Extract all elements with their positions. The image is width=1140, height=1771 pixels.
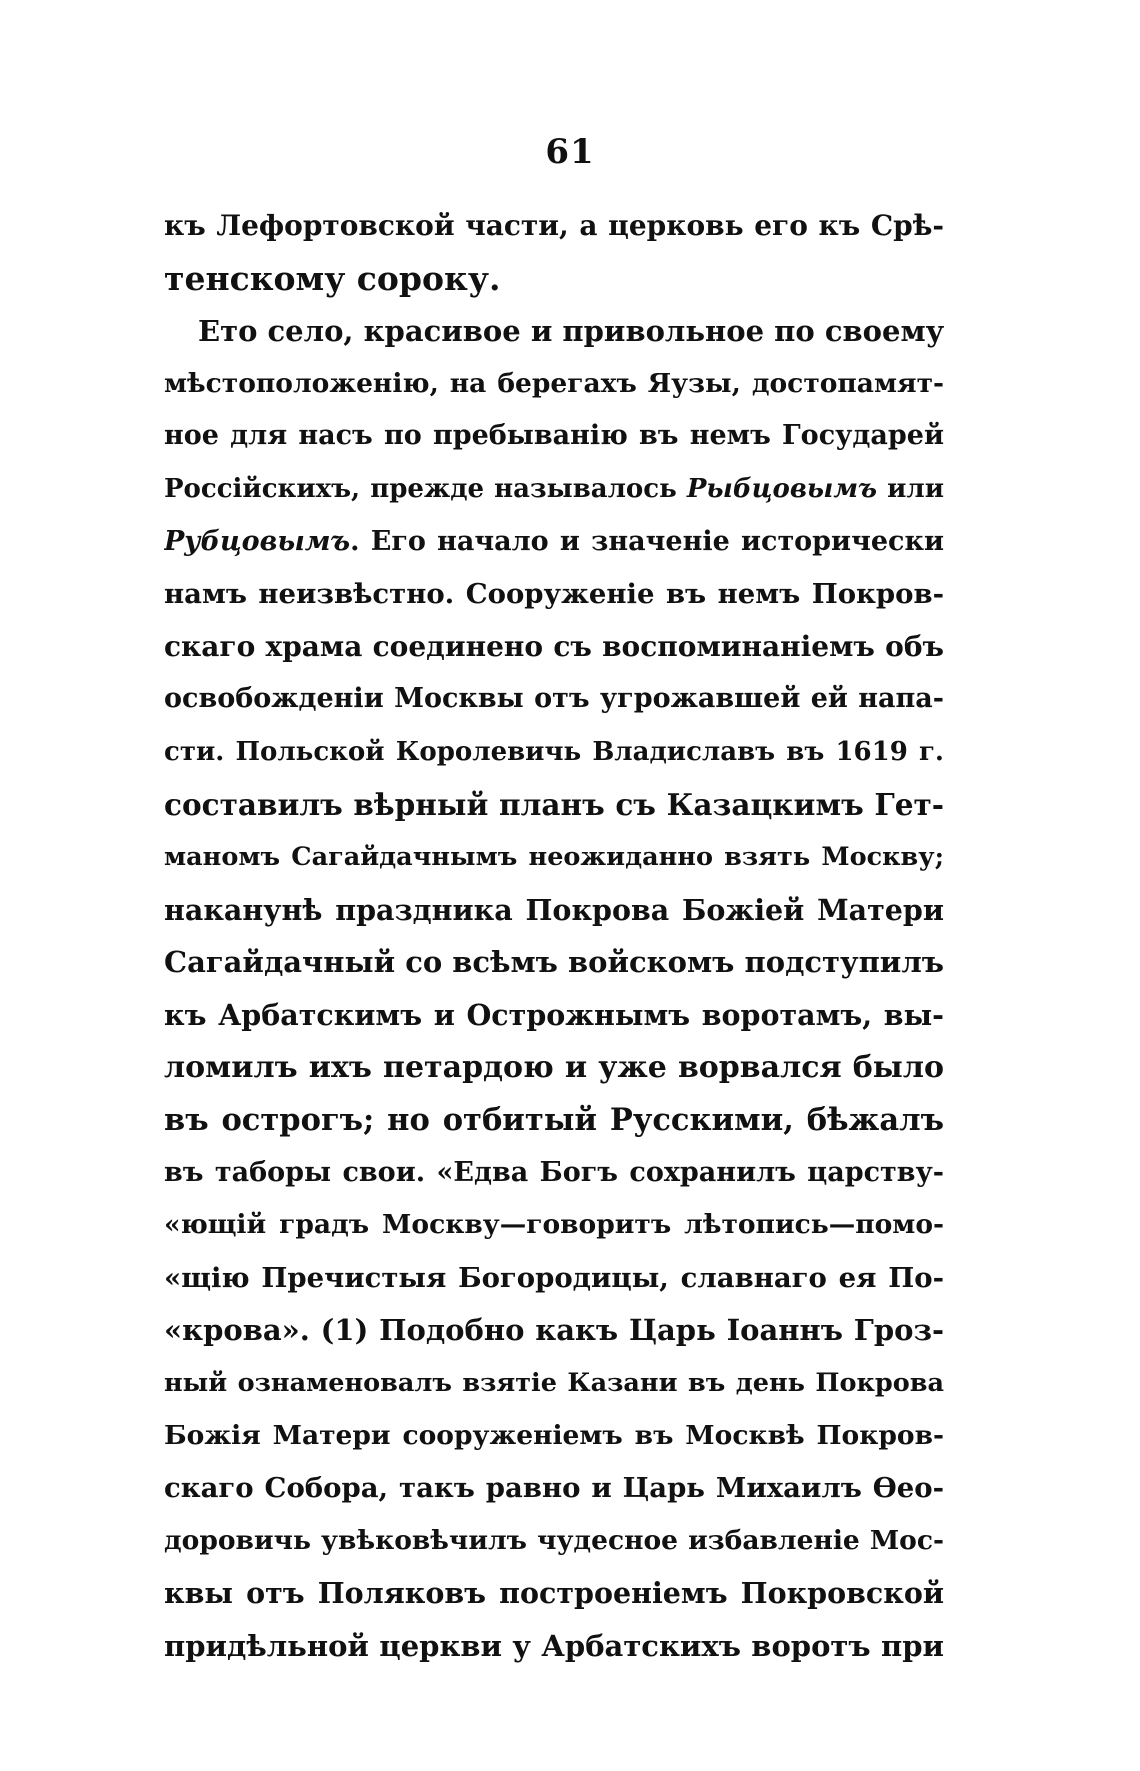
text-line: [164, 831, 944, 884]
text-segment: освобожденiи Москвы отъ угрожавшей ей напа-: [164, 683, 944, 715]
text-line: [164, 568, 944, 621]
text-segment: къ Лефортовской части, а церковь его къ Срѣ-: [164, 209, 944, 242]
text-segment: ный ознаменовалъ взятiе Казани въ день Покрова: [164, 1368, 944, 1399]
text-line: [164, 989, 944, 1042]
text-line: [164, 1252, 944, 1305]
text-line: [164, 1042, 944, 1095]
text-segment: доровичь увѣковѣчилъ чудесное избавленiе Мос-: [164, 1524, 944, 1556]
text-line: [164, 1410, 944, 1463]
text-segment: Сагайдачный со всѣмъ войскомъ подступилъ: [164, 945, 944, 980]
page-number: 61: [545, 132, 595, 172]
text-segment: «щiю Пречистыя Богородицы, славнаго ея По-: [164, 1261, 944, 1294]
text-segment: сти. Польской Королевичь Владиславъ въ 1619 г.: [164, 736, 944, 767]
text-segment: наканунѣ праздника Покрова Божiей Матери: [164, 892, 944, 927]
text-line: [164, 1620, 944, 1673]
text-segment: тенскому сороку.: [164, 258, 501, 298]
text-segment: ломилъ ихъ петардою и уже ворвался было: [164, 1049, 944, 1085]
text-segment: Россiйскихъ, прежде называлось: [164, 473, 687, 504]
text-segment: ное для насъ по пребыванiю въ немъ Государей: [164, 420, 944, 452]
text-line: [164, 200, 944, 253]
text-line: [164, 1515, 944, 1568]
text-segment: или: [877, 473, 944, 504]
text-segment: . Его начало и значенiе исторически: [350, 525, 944, 557]
text-segment: Ето село, красивое и привольное по своему: [198, 314, 944, 349]
text-line: [164, 1462, 944, 1515]
text-segment: намъ неизвѣстно. Сооруженiе въ немъ Покров-: [164, 578, 944, 611]
text-segment: квы отъ Поляковъ построенiемъ Покровской: [164, 1576, 944, 1611]
text-segment: «ющiй градъ Москву—говоритъ лѣтопись—помо-: [164, 1209, 944, 1241]
text-line: [164, 726, 944, 779]
text-segment: составилъ вѣрный планъ съ Казацкимъ Гет-: [164, 786, 944, 822]
text-line: [164, 779, 944, 832]
italic-text: Рубцовымъ: [164, 525, 351, 557]
text-line: [164, 358, 944, 411]
text-line: [164, 410, 944, 463]
text-line: [164, 1199, 944, 1252]
text-segment: «крова». (1) Подобно какъ Царь Iоаннъ Гроз-: [164, 1313, 944, 1348]
text-line: [164, 1094, 944, 1147]
text-segment: къ Арбатскимъ и Острожнымъ воротамъ, вы-: [164, 997, 944, 1032]
text-segment: скаго Собора, такъ равно и Царь Михаилъ Ѳео-: [164, 1472, 944, 1505]
text-line: [164, 516, 944, 569]
text-line: [164, 253, 944, 306]
text-line: [164, 884, 944, 937]
text-line: [164, 1567, 944, 1620]
text-segment: придѣльной церкви у Арбатскихъ воротъ при: [164, 1629, 944, 1664]
text-line: [164, 463, 944, 516]
text-line: [164, 936, 944, 989]
text-line: [164, 1304, 944, 1357]
text-segment: въ таборы свои. «Едва Богъ сохранилъ царству-: [164, 1156, 944, 1188]
text-segment: маномъ Сагайдачнымъ неожиданно взять Москву;: [164, 842, 944, 873]
text-line: [164, 621, 944, 674]
text-segment: въ острогъ; но отбитый Русскими, бѣжалъ: [164, 1102, 944, 1139]
text-segment: скаго храма соединено съ воспоминанiемъ объ: [164, 629, 944, 663]
text-segment: мѣстоположенiю, на берегахъ Яузы, достопамят-: [164, 367, 944, 399]
text-line: [164, 673, 944, 726]
text-line: [164, 1147, 944, 1200]
text-line: [164, 305, 944, 358]
text-segment: Божiя Матери сооруженiемъ въ Москвѣ Покров-: [164, 1419, 944, 1451]
italic-text: Рыбцовымъ: [686, 473, 878, 504]
body-text: [164, 200, 944, 1673]
text-line: [164, 1357, 944, 1410]
